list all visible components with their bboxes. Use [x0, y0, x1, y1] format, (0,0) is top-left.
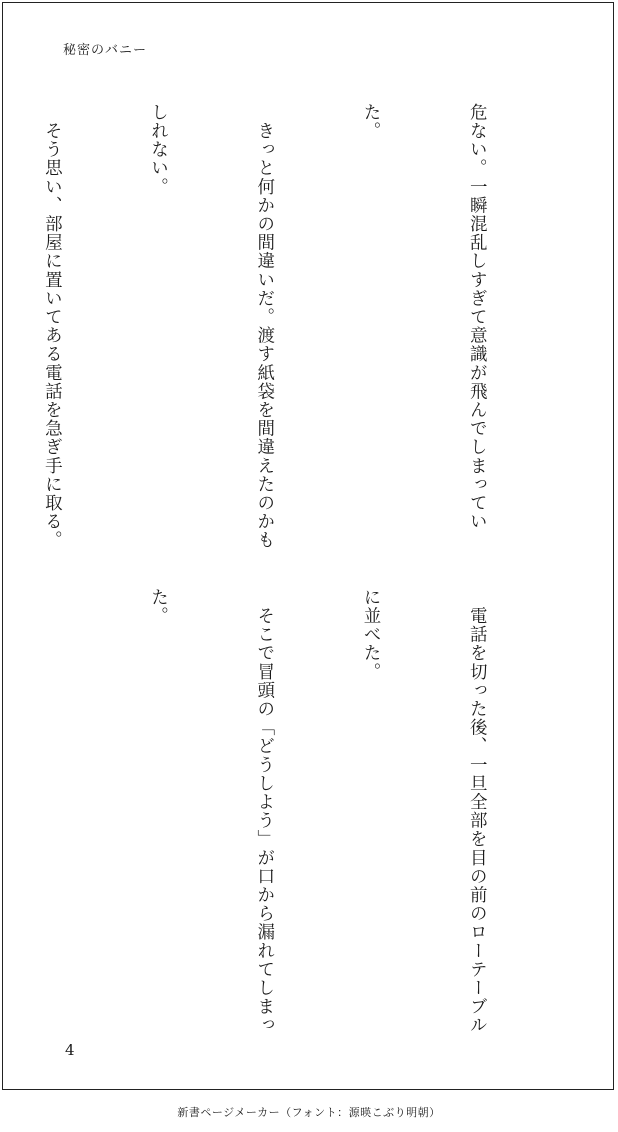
text-line: そう思い、部屋に置いてある電話を急ぎ手に取る。: [42, 103, 63, 550]
text-line: 電話を切った後、一旦全部を目の前のローテーブル: [467, 588, 488, 1035]
text-line: に並べた。: [360, 588, 381, 681]
lower-text-block: [0, 588, 565, 1035]
text-line: きっと何かの間違いだ。渡す紙袋を間違えたのかも: [254, 103, 275, 550]
upper-text-block: [0, 103, 565, 550]
text-line: 危ない。一瞬混乱しすぎて意識が飛んでしまってい: [467, 103, 488, 531]
page-title: 秘密のバニー: [63, 43, 148, 58]
text-line: しれない。: [148, 103, 169, 196]
text-line: た。: [360, 103, 381, 141]
page-number: 4: [65, 1041, 75, 1059]
text-line: た。: [148, 588, 169, 626]
footer-credit: 新書ページメーカー（フォント：源暎こぶり明朝）: [177, 1106, 441, 1119]
page-frame: [2, 2, 614, 1090]
text-line: そこで冒頭の「どうしよう」が口から漏れてしまっ: [254, 588, 275, 1035]
